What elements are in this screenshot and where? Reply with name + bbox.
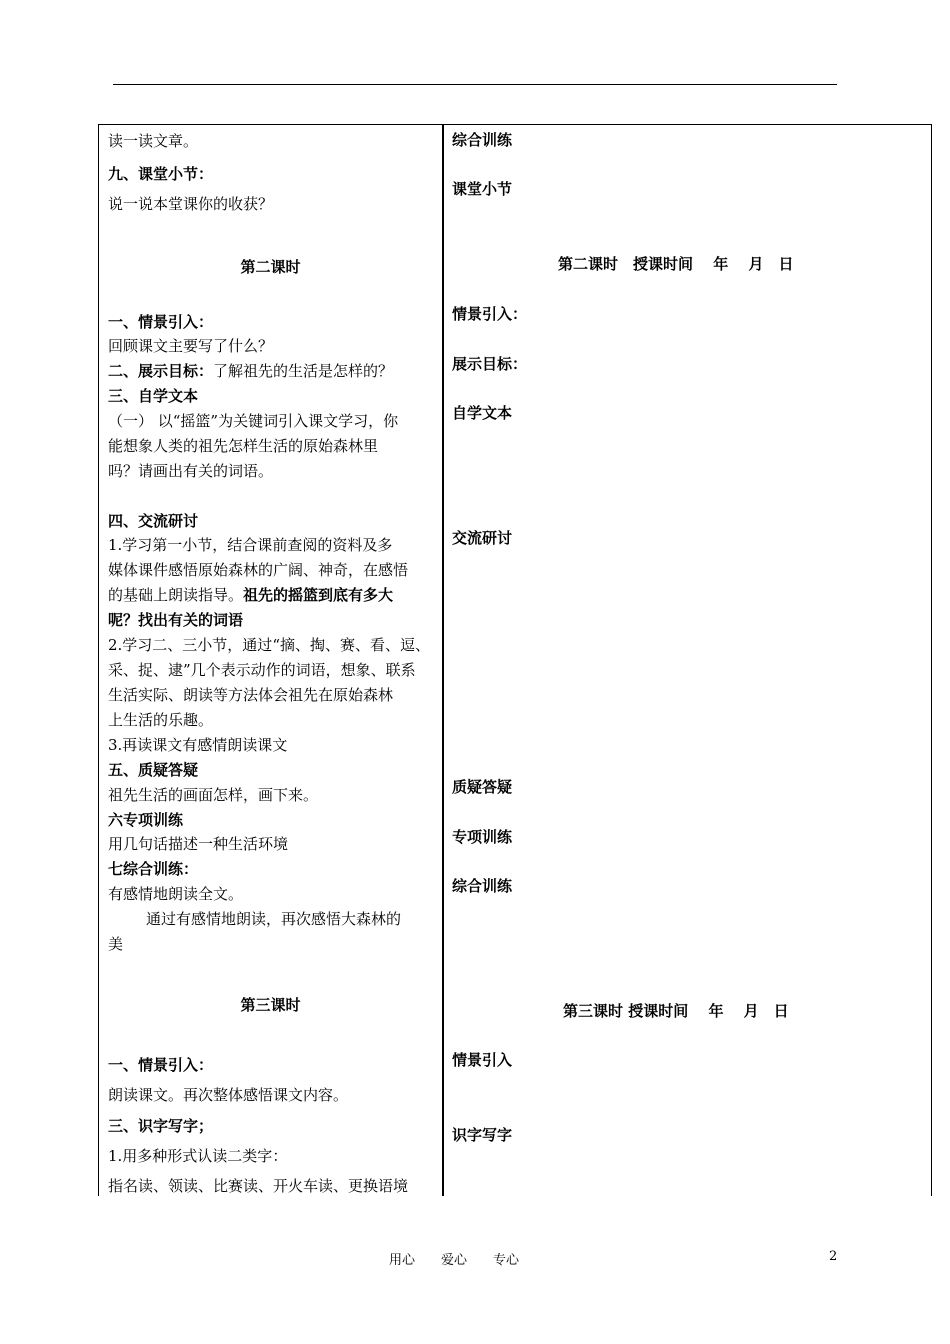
- left-line: 说一说本堂课你的收获？: [108, 195, 274, 213]
- lesson-time-2: 第二课时 授课时间 年 月 日: [558, 255, 794, 273]
- page-number: 2: [829, 1249, 838, 1264]
- left-line: 能想象人类的祖先怎样生活的原始森林里: [108, 437, 379, 455]
- section-heading: 五、质疑答疑: [108, 761, 199, 779]
- left-line: 生活实际、朗读等方法体会祖先在原始森林: [108, 686, 394, 704]
- right-label: 质疑答疑: [452, 778, 513, 796]
- left-line: [108, 583, 438, 608]
- section-heading: 一、情景引入：: [108, 313, 214, 331]
- right-label: 课堂小节: [452, 180, 513, 198]
- left-line: 媒体课件感悟原始森林的广阔、神奇，在感悟: [108, 561, 409, 579]
- column-divider-inner: [442, 124, 443, 1196]
- right-label: 综合训练: [452, 131, 513, 149]
- section-heading: 二、展示目标：: [108, 362, 214, 380]
- emphasis-text: 呢？找出有关的词语: [108, 611, 244, 629]
- right-label: 展示目标：: [452, 355, 528, 373]
- left-line: 1.学习第一小节，结合课前查阅的资料及多: [108, 536, 393, 554]
- left-line: 用几句话描述一种生活环境: [108, 835, 289, 853]
- section-heading: 三、识字写字；: [108, 1117, 214, 1135]
- right-label: 情景引入: [452, 1051, 513, 1069]
- left-line: 指名读、领读、比赛读、开火车读、更换语境: [108, 1177, 409, 1195]
- left-line-text: 的基础上朗读指导。: [108, 586, 244, 604]
- left-line: 美: [108, 935, 124, 953]
- left-line: 回顾课文主要写了什么？: [108, 337, 274, 355]
- section-heading: 三、自学文本: [108, 387, 199, 405]
- lesson-time-3: 第三课时 授课时间 年 月 日: [563, 1002, 789, 1020]
- header-rule: [113, 84, 837, 85]
- section-heading: 七综合训练：: [108, 860, 199, 878]
- footer-motto: 用心 爱心 专心: [389, 1253, 520, 1268]
- left-line: 上生活的乐趣。: [108, 711, 214, 729]
- right-label: 交流研讨: [452, 529, 513, 547]
- left-line: 祖先生活的画面怎样，画下来。: [108, 786, 319, 804]
- right-label: 自学文本: [452, 404, 513, 422]
- left-line: [108, 359, 438, 384]
- left-line: 采、捉、逮”几个表示动作的词语，想象、联系: [108, 661, 416, 679]
- right-label: 识字写字: [452, 1126, 513, 1144]
- right-label: 综合训练: [452, 877, 513, 895]
- section-heading: 六专项训练: [108, 811, 184, 829]
- column-divider: [443, 124, 444, 1196]
- lesson-title-2: 第二课时: [240, 258, 301, 276]
- left-line: 通过有感情地朗读，再次感悟大森林的: [146, 910, 402, 928]
- left-line: 朗读课文。再次整体感悟课文内容。: [108, 1086, 349, 1104]
- section-heading: 四、交流研讨: [108, 512, 199, 530]
- left-line: 读一读文章。: [108, 132, 199, 150]
- left-line: 2.学习二、三小节，通过“摘、掏、赛、看、逗、: [108, 636, 430, 654]
- left-line: 3.再读课文有感情朗读课文: [108, 736, 288, 754]
- right-label: 专项训练: [452, 828, 513, 846]
- section-heading: 一、情景引入：: [108, 1056, 214, 1074]
- left-line: （一） 以“摇篮”为关键词引入课文学习，你: [108, 412, 399, 430]
- section-heading: 九、课堂小节：: [108, 165, 214, 183]
- left-line: 有感情地朗读全文。: [108, 885, 244, 903]
- left-line: 1.用多种形式认读二类字：: [108, 1147, 288, 1165]
- right-label: 情景引入：: [452, 305, 528, 323]
- left-line-text: 了解祖先的生活是怎样的？: [213, 362, 394, 380]
- lesson-title-3: 第三课时: [240, 996, 301, 1014]
- emphasis-text: 祖先的摇篮到底有多大: [243, 586, 394, 604]
- left-line: 吗？请画出有关的词语。: [108, 462, 274, 480]
